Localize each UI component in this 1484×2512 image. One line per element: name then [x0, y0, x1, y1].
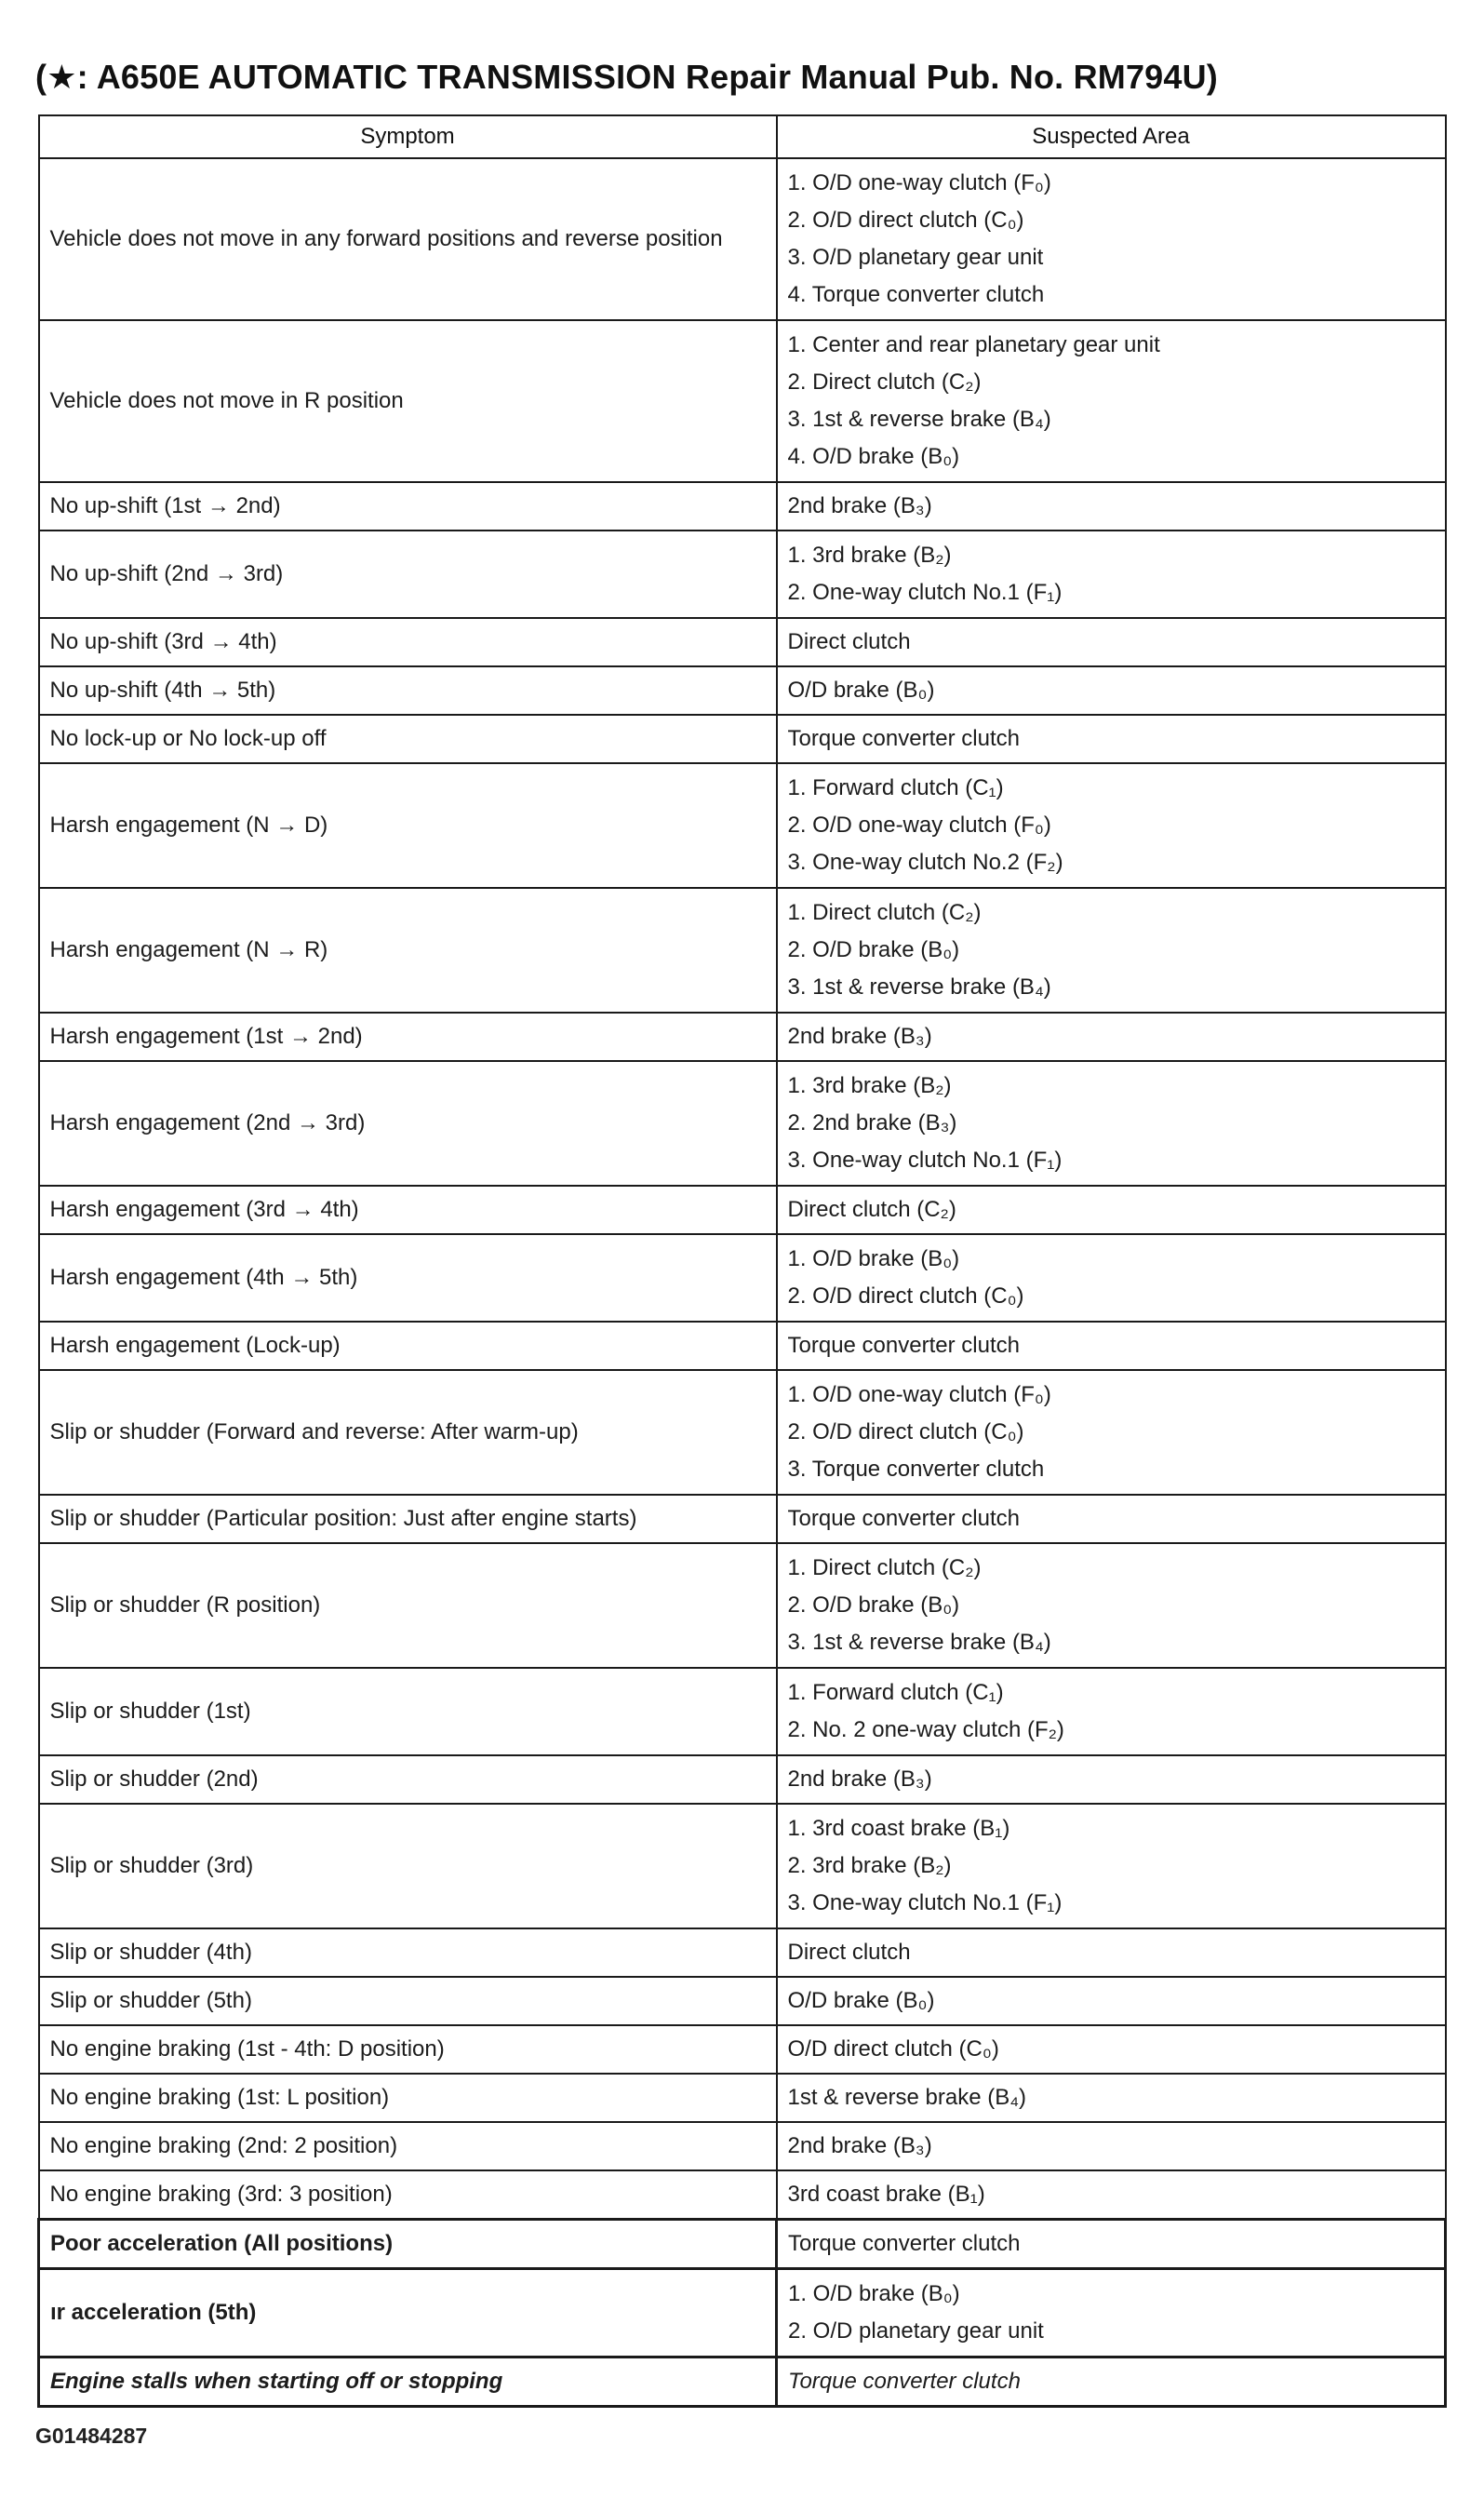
symptom-cell: No up-shift (1st → 2nd) [39, 482, 777, 531]
symptom-cell: Harsh engagement (3rd → 4th) [39, 1186, 777, 1234]
symptom-cell: No engine braking (1st - 4th: D position) [39, 2025, 777, 2074]
suspected-area-item: Direct clutch [787, 1940, 911, 1965]
table-body [39, 158, 1446, 2407]
table-row [39, 1186, 1446, 1234]
suspected-area-item: 3. 1st & reverse brake (B₄) [787, 1630, 1051, 1655]
suspected-area-cell [777, 763, 1446, 888]
suspected-area-cell [777, 2358, 1446, 2407]
header-suspected-area: Suspected Area [777, 115, 1446, 158]
suspected-area-item: 1. O/D brake (B₀) [788, 2281, 960, 2306]
suspected-area-cell [777, 1977, 1446, 2025]
suspected-area-cell [777, 1755, 1446, 1804]
table-row [39, 482, 1446, 531]
suspected-area-cell [777, 2122, 1446, 2170]
symptom-cell: Slip or shudder (1st) [39, 1668, 777, 1755]
table-row [39, 1668, 1446, 1755]
symptom-cell: Slip or shudder (2nd) [39, 1755, 777, 1804]
suspected-area-item: 2. O/D brake (B₀) [787, 1592, 960, 1618]
table-row [39, 1013, 1446, 1061]
suspected-area-item: 3. 1st & reverse brake (B₄) [787, 974, 1051, 1000]
symptom-cell: Engine stalls when starting off or stopping [39, 2358, 777, 2407]
header-symptom: Symptom [39, 115, 777, 158]
symptom-cell: No engine braking (1st: L position) [39, 2074, 777, 2122]
suspected-area-item: 3. 1st & reverse brake (B₄) [787, 407, 1051, 432]
table-row [39, 2220, 1446, 2269]
table-row [39, 2358, 1446, 2407]
table-row [39, 158, 1446, 320]
table-row [39, 2269, 1446, 2358]
suspected-area-cell [777, 715, 1446, 763]
suspected-area-item: Direct clutch [787, 629, 911, 654]
suspected-area-cell [777, 1234, 1446, 1322]
suspected-area-cell [777, 618, 1446, 666]
suspected-area-cell [777, 2269, 1446, 2358]
table-row [39, 715, 1446, 763]
suspected-area-cell [777, 158, 1446, 320]
suspected-area-item: 3rd coast brake (B₁) [787, 2182, 985, 2207]
table-row [39, 1755, 1446, 1804]
suspected-area-item: 2. O/D direct clutch (C₀) [787, 208, 1024, 233]
suspected-area-item: 4. Torque converter clutch [787, 282, 1045, 307]
suspected-area-item: 1. O/D brake (B₀) [787, 1246, 960, 1271]
symptom-cell: Vehicle does not move in any forward positions and reverse position [39, 158, 777, 320]
table-row [39, 888, 1446, 1013]
table-row [39, 1322, 1446, 1370]
symptom-cell: Slip or shudder (5th) [39, 1977, 777, 2025]
suspected-area-item: 3. Torque converter clutch [787, 1457, 1045, 1482]
suspected-area-cell [777, 1322, 1446, 1370]
suspected-area-item: 4. O/D brake (B₀) [787, 444, 960, 469]
table-row [39, 1928, 1446, 1977]
suspected-area-cell [777, 888, 1446, 1013]
symptom-cell: ır acceleration (5th) [39, 2269, 777, 2358]
suspected-area-item: 2. O/D planetary gear unit [788, 2318, 1044, 2344]
table-row [39, 2025, 1446, 2074]
suspected-area-item: 2. 3rd brake (B₂) [787, 1853, 952, 1878]
suspected-area-item: 1. Direct clutch (C₂) [787, 1555, 982, 1580]
symptom-cell: No engine braking (2nd: 2 position) [39, 2122, 777, 2170]
table-row [39, 1061, 1446, 1186]
suspected-area-item: 1. Forward clutch (C₁) [787, 1680, 1004, 1705]
suspected-area-item: 3. One-way clutch No.1 (F₁) [787, 1890, 1063, 1915]
suspected-area-item: 1. 3rd brake (B₂) [787, 1073, 952, 1098]
symptom-cell: Slip or shudder (R position) [39, 1543, 777, 1668]
table-row [39, 763, 1446, 888]
suspected-area-item: 2. O/D direct clutch (C₀) [787, 1283, 1024, 1309]
suspected-area-item: 2nd brake (B₃) [787, 1024, 932, 1049]
symptom-cell: No lock-up or No lock-up off [39, 715, 777, 763]
suspected-area-item: 1. Forward clutch (C₁) [787, 775, 1004, 800]
suspected-area-item: 2. O/D one-way clutch (F₀) [787, 813, 1051, 838]
symptom-cell: Slip or shudder (Particular position: Just after engine starts) [39, 1495, 777, 1543]
suspected-area-cell [777, 2170, 1446, 2220]
table-row [39, 1370, 1446, 1495]
symptom-cell: Harsh engagement (N → D) [39, 763, 777, 888]
symptom-cell: Harsh engagement (4th → 5th) [39, 1234, 777, 1322]
symptom-cell: No engine braking (3rd: 3 position) [39, 2170, 777, 2220]
suspected-area-item: 3. One-way clutch No.2 (F₂) [787, 850, 1063, 875]
suspected-area-item: 1. O/D one-way clutch (F₀) [787, 170, 1051, 195]
suspected-area-cell [777, 1061, 1446, 1186]
table-row [39, 618, 1446, 666]
suspected-area-item: 2nd brake (B₃) [787, 2133, 932, 2158]
table-row [39, 1495, 1446, 1543]
suspected-area-cell [777, 1013, 1446, 1061]
suspected-area-item: 2. No. 2 one-way clutch (F₂) [787, 1717, 1064, 1742]
table-row [39, 1977, 1446, 2025]
suspected-area-cell [777, 482, 1446, 531]
suspected-area-cell [777, 666, 1446, 715]
suspected-area-item: O/D direct clutch (C₀) [787, 2036, 999, 2062]
symptom-cell: Harsh engagement (2nd → 3rd) [39, 1061, 777, 1186]
table-row [39, 666, 1446, 715]
suspected-area-item: 1. Center and rear planetary gear unit [787, 332, 1160, 357]
suspected-area-item: O/D brake (B₀) [787, 678, 935, 703]
suspected-area-cell [777, 1370, 1446, 1495]
symptom-cell: Harsh engagement (1st → 2nd) [39, 1013, 777, 1061]
suspected-area-cell [777, 2025, 1446, 2074]
symptom-cell: No up-shift (4th → 5th) [39, 666, 777, 715]
suspected-area-cell [777, 1495, 1446, 1543]
table-row [39, 531, 1446, 618]
suspected-area-cell [777, 1668, 1446, 1755]
suspected-area-item: 3. One-way clutch No.1 (F₁) [787, 1148, 1063, 1173]
symptom-cell: Slip or shudder (3rd) [39, 1804, 777, 1928]
suspected-area-cell [777, 531, 1446, 618]
table-row [39, 1234, 1446, 1322]
suspected-area-item: 3. O/D planetary gear unit [787, 245, 1044, 270]
suspected-area-item: 1. O/D one-way clutch (F₀) [787, 1382, 1051, 1407]
suspected-area-item: Torque converter clutch [787, 1506, 1020, 1531]
suspected-area-cell [777, 1804, 1446, 1928]
table-row [39, 320, 1446, 482]
symptom-cell: Slip or shudder (4th) [39, 1928, 777, 1977]
suspected-area-item: 2nd brake (B₃) [787, 493, 932, 518]
suspected-area-cell [777, 2220, 1446, 2269]
symptom-cell: Harsh engagement (N → R) [39, 888, 777, 1013]
suspected-area-item: 1. 3rd coast brake (B₁) [787, 1816, 1010, 1841]
suspected-area-cell [777, 1186, 1446, 1234]
suspected-area-item: 1. 3rd brake (B₂) [787, 543, 952, 568]
symptom-cell: No up-shift (2nd → 3rd) [39, 531, 777, 618]
suspected-area-item: Direct clutch (C₂) [787, 1197, 956, 1222]
figure-code: G01484287 [35, 2424, 148, 2448]
table-row [39, 1804, 1446, 1928]
symptom-cell: Vehicle does not move in R position [39, 320, 777, 482]
suspected-area-item: 1st & reverse brake (B₄) [787, 2085, 1027, 2110]
suspected-area-cell [777, 2074, 1446, 2122]
suspected-area-cell [777, 1543, 1446, 1668]
table-row [39, 2122, 1446, 2170]
symptom-cell: Harsh engagement (Lock-up) [39, 1322, 777, 1370]
suspected-area-item: O/D brake (B₀) [787, 1988, 935, 2013]
suspected-area-item: 2. O/D direct clutch (C₀) [787, 1419, 1024, 1444]
suspected-area-item: 2nd brake (B₃) [787, 1766, 932, 1792]
page-title: (★: A650E AUTOMATIC TRANSMISSION Repair Manual Pub. No. RM794U) [35, 58, 1219, 96]
symptom-cell: Slip or shudder (Forward and reverse: After warm-up) [39, 1370, 777, 1495]
suspected-area-cell [777, 320, 1446, 482]
suspected-area-item: 2. O/D brake (B₀) [787, 937, 960, 962]
table-row [39, 2074, 1446, 2122]
symptom-cell: No up-shift (3rd → 4th) [39, 618, 777, 666]
suspected-area-cell [777, 1928, 1446, 1977]
table-row [39, 1543, 1446, 1668]
suspected-area-item: 1. Direct clutch (C₂) [787, 900, 982, 925]
table-row [39, 2170, 1446, 2220]
symptom-table [37, 114, 1447, 2408]
suspected-area-item: Torque converter clutch [787, 726, 1020, 751]
suspected-area-item: Torque converter clutch [788, 2369, 1021, 2394]
suspected-area-item: Torque converter clutch [787, 1333, 1020, 1358]
table-header-row [39, 115, 1446, 158]
symptom-cell: Poor acceleration (All positions) [39, 2220, 777, 2269]
suspected-area-item: 2. 2nd brake (B₃) [787, 1110, 957, 1135]
suspected-area-item: 2. One-way clutch No.1 (F₁) [787, 580, 1063, 605]
suspected-area-item: Torque converter clutch [788, 2231, 1021, 2256]
suspected-area-item: 2. Direct clutch (C₂) [787, 369, 982, 395]
